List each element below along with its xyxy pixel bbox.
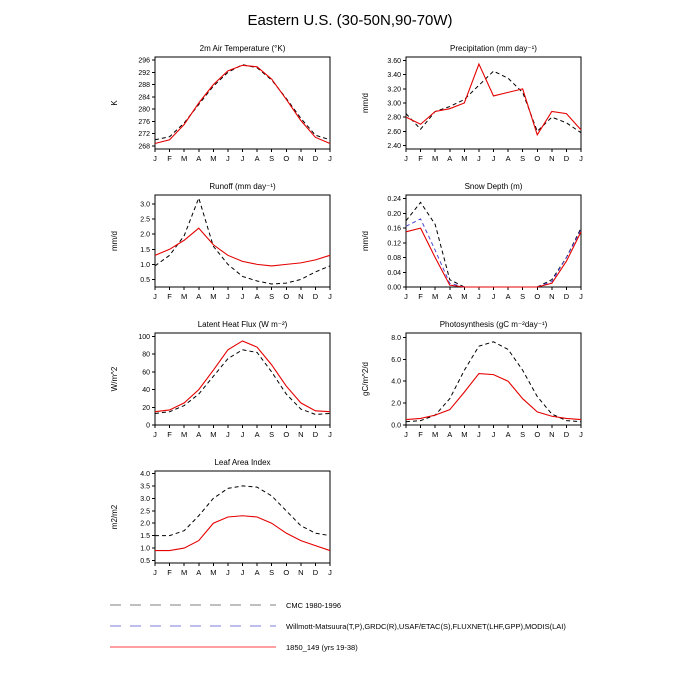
x-tick-label: J [240, 430, 245, 439]
x-tick-label: J [240, 568, 245, 577]
legend-label-0: CMC 1980-1996 [286, 600, 342, 610]
x-tick-label: F [167, 430, 172, 439]
x-tick-label: O [283, 568, 290, 577]
x-tick-label: S [520, 292, 526, 301]
series-line-cmc-obs [406, 71, 581, 133]
x-tick-label: N [549, 154, 555, 163]
chart-svg-leaf-area-index [107, 456, 342, 580]
y-tick-label: 2.40 [387, 142, 401, 150]
y-tick-label: 1.5 [140, 246, 150, 254]
x-tick-label: M [432, 154, 439, 163]
x-tick-label: A [447, 292, 453, 301]
y-axis-label: m2/m2 [110, 504, 119, 530]
y-tick-label: 2.0 [140, 520, 150, 528]
series-line-obs-blue [406, 219, 581, 287]
x-tick-label: N [298, 430, 304, 439]
x-tick-label: O [534, 292, 541, 301]
x-tick-label: O [283, 430, 290, 439]
x-tick-label: A [196, 430, 202, 439]
plot-frame [155, 471, 330, 563]
charts-grid [107, 42, 593, 580]
x-tick-label: M [181, 154, 188, 163]
x-tick-label: D [312, 154, 319, 163]
y-tick-label: 20 [142, 404, 150, 412]
x-tick-label: A [505, 430, 511, 439]
legend-label-1: Willmott-Matsuura(T,P),GRDC(R),USAF/ETAC(S),FLUXNET(LHF,GPP),MODIS(LAI) [286, 621, 566, 631]
x-tick-label: A [254, 154, 260, 163]
y-tick-label: 0.0 [391, 422, 401, 430]
y-tick-label: 0 [146, 422, 150, 430]
y-tick-label: 2.80 [387, 114, 401, 122]
y-tick-label: 0.5 [140, 276, 150, 284]
plot-frame [406, 195, 581, 287]
y-tick-label: 0.20 [387, 210, 401, 218]
x-tick-label: D [563, 154, 570, 163]
series-line-cmc-obs [406, 342, 581, 422]
x-tick-label: J [240, 154, 245, 163]
y-tick-label: 288 [138, 82, 150, 90]
x-tick-label: D [563, 430, 570, 439]
x-tick-label: M [461, 292, 468, 301]
x-tick-label: A [447, 154, 453, 163]
y-tick-label: 1.0 [140, 261, 150, 269]
x-tick-label: F [167, 154, 172, 163]
y-tick-label: 280 [138, 106, 150, 114]
x-tick-label: J [404, 292, 408, 301]
x-tick-label: S [520, 430, 526, 439]
series-line-model-1850-149 [155, 65, 330, 143]
x-tick-label: J [579, 154, 583, 163]
x-tick-label: J [404, 430, 408, 439]
x-tick-label: J [477, 154, 481, 163]
y-tick-label: 3.0 [140, 201, 150, 209]
y-tick-label: 3.20 [387, 86, 401, 94]
y-tick-label: 284 [138, 94, 150, 102]
x-tick-label: J [328, 568, 332, 577]
x-tick-label: J [328, 154, 332, 163]
x-tick-label: F [167, 292, 172, 301]
x-tick-label: S [520, 154, 526, 163]
x-tick-label: J [491, 430, 496, 439]
x-tick-label: M [210, 568, 217, 577]
x-tick-label: O [283, 154, 290, 163]
x-tick-label: S [269, 568, 275, 577]
x-tick-label: M [210, 154, 217, 163]
legend-line-sample-2 [108, 642, 278, 652]
y-tick-label: 80 [142, 351, 150, 359]
x-tick-label: M [181, 292, 188, 301]
x-tick-label: M [210, 430, 217, 439]
y-tick-label: 3.0 [140, 495, 150, 503]
legend-label-2: 1850_149 (yrs 19-38) [286, 642, 358, 652]
chart-svg-latent-heat-flux [107, 318, 342, 442]
y-tick-label: 40 [142, 387, 150, 395]
chart-panel-photosynthesis [358, 318, 593, 442]
x-tick-label: S [269, 154, 275, 163]
legend-item-2 [108, 642, 566, 652]
y-tick-label: 272 [138, 131, 150, 139]
y-tick-label: 3.00 [387, 100, 401, 108]
x-tick-label: N [298, 154, 304, 163]
y-tick-label: 1.0 [140, 545, 150, 553]
y-axis-label: mm/d [361, 231, 370, 251]
x-tick-label: A [254, 430, 260, 439]
chart-title: Photosynthesis (gC m⁻²day⁻¹) [439, 320, 548, 329]
plot-frame [155, 195, 330, 287]
y-tick-label: 296 [138, 57, 150, 65]
y-tick-label: 2.0 [391, 400, 401, 408]
x-tick-label: F [418, 154, 423, 163]
x-tick-label: J [579, 292, 583, 301]
series-line-model-1850-149 [406, 228, 581, 287]
legend-line-sample-0 [108, 600, 278, 610]
y-tick-label: 3.60 [387, 58, 401, 66]
x-tick-label: J [404, 154, 408, 163]
y-tick-label: 0.08 [387, 255, 401, 263]
y-tick-label: 2.5 [140, 216, 150, 224]
x-tick-label: M [181, 568, 188, 577]
legend [108, 600, 566, 652]
y-tick-label: 0.16 [387, 225, 401, 233]
x-tick-label: J [328, 292, 332, 301]
chart-title: Precipitation (mm day⁻¹) [450, 44, 537, 53]
chart-panel-runoff [107, 180, 342, 304]
series-line-model-1850-149 [406, 374, 581, 420]
y-tick-label: 268 [138, 143, 150, 151]
x-tick-label: A [254, 292, 260, 301]
x-tick-label: J [153, 568, 157, 577]
series-line-cmc-obs [155, 486, 330, 536]
x-tick-label: A [196, 292, 202, 301]
series-line-cmc-obs [155, 65, 330, 140]
y-axis-label: mm/d [110, 231, 119, 251]
y-axis-label: mm/d [361, 93, 370, 113]
y-axis-label: W/m^2 [110, 366, 119, 392]
chart-svg-precipitation [358, 42, 593, 166]
x-tick-label: N [549, 292, 555, 301]
x-tick-label: D [312, 292, 319, 301]
y-tick-label: 2.60 [387, 128, 401, 136]
x-tick-label: J [226, 154, 230, 163]
x-tick-label: J [240, 292, 245, 301]
chart-panel-latent-heat-flux [107, 318, 342, 442]
y-tick-label: 0.24 [387, 196, 401, 204]
chart-title: Leaf Area Index [214, 458, 271, 467]
chart-svg-snow-depth [358, 180, 593, 304]
x-tick-label: M [210, 292, 217, 301]
y-tick-label: 2.0 [140, 231, 150, 239]
y-tick-label: 1.5 [140, 533, 150, 541]
x-tick-label: J [226, 568, 230, 577]
x-tick-label: J [328, 430, 332, 439]
x-tick-label: F [167, 568, 172, 577]
x-tick-label: J [477, 292, 481, 301]
x-tick-label: S [269, 292, 275, 301]
plot-frame [155, 333, 330, 425]
series-line-model-1850-149 [155, 228, 330, 266]
x-tick-label: A [505, 292, 511, 301]
x-tick-label: J [153, 292, 157, 301]
x-tick-label: D [312, 430, 319, 439]
plot-frame [406, 333, 581, 425]
y-tick-label: 0.12 [387, 240, 401, 248]
x-tick-label: A [447, 430, 453, 439]
chart-title: 2m Air Temperature (°K) [199, 44, 286, 53]
x-tick-label: A [196, 154, 202, 163]
chart-svg-photosynthesis [358, 318, 593, 442]
x-tick-label: F [418, 292, 423, 301]
chart-title: Latent Heat Flux (W m⁻²) [197, 320, 288, 329]
x-tick-label: A [196, 568, 202, 577]
x-tick-label: M [181, 430, 188, 439]
chart-title: Runoff (mm day⁻¹) [209, 182, 276, 191]
x-tick-label: N [298, 568, 304, 577]
y-tick-label: 0.04 [387, 269, 401, 277]
x-tick-label: N [549, 430, 555, 439]
x-tick-label: M [432, 292, 439, 301]
x-tick-label: J [579, 430, 583, 439]
y-tick-label: 276 [138, 118, 150, 126]
x-tick-label: O [534, 430, 541, 439]
x-tick-label: O [283, 292, 290, 301]
figure-title: Eastern U.S. (30-50N,90-70W) [247, 12, 453, 29]
x-tick-label: D [312, 568, 319, 577]
chart-panel-precipitation [358, 42, 593, 166]
x-tick-label: A [505, 154, 511, 163]
chart-title: Snow Depth (m) [464, 182, 523, 191]
y-tick-label: 4.0 [140, 470, 150, 478]
x-tick-label: J [226, 292, 230, 301]
x-tick-label: J [153, 154, 157, 163]
x-tick-label: J [477, 430, 481, 439]
legend-item-1 [108, 621, 566, 631]
y-tick-label: 3.5 [140, 483, 150, 491]
x-tick-label: O [534, 154, 541, 163]
series-line-cmc-obs [155, 198, 330, 284]
chart-panel-leaf-area-index [107, 456, 342, 580]
y-tick-label: 2.5 [140, 508, 150, 516]
x-tick-label: J [153, 430, 157, 439]
y-tick-label: 6.0 [391, 356, 401, 364]
y-axis-label: gC/m^2/d [361, 362, 370, 396]
y-tick-label: 0.5 [140, 558, 150, 566]
plot-frame [406, 57, 581, 149]
x-tick-label: J [491, 292, 496, 301]
series-line-model-1850-149 [155, 516, 330, 551]
plot-frame [155, 57, 330, 149]
chart-svg-air-temperature [107, 42, 342, 166]
x-tick-label: J [491, 154, 496, 163]
x-tick-label: N [298, 292, 304, 301]
chart-panel-snow-depth [358, 180, 593, 304]
series-line-model-1850-149 [406, 64, 581, 135]
x-tick-label: S [269, 430, 275, 439]
x-tick-label: J [226, 430, 230, 439]
x-tick-label: F [418, 430, 423, 439]
y-axis-label: K [110, 100, 119, 106]
series-line-model-1850-149 [155, 341, 330, 412]
x-tick-label: D [563, 292, 570, 301]
y-tick-label: 0.00 [387, 284, 401, 292]
x-tick-label: M [432, 430, 439, 439]
y-tick-label: 3.40 [387, 72, 401, 80]
chart-svg-runoff [107, 180, 342, 304]
legend-line-sample-1 [108, 621, 278, 631]
y-tick-label: 8.0 [391, 334, 401, 342]
x-tick-label: M [461, 430, 468, 439]
y-tick-label: 292 [138, 69, 150, 77]
y-tick-label: 100 [138, 334, 150, 342]
y-tick-label: 4.0 [391, 378, 401, 386]
x-tick-label: M [461, 154, 468, 163]
chart-panel-air-temperature [107, 42, 342, 166]
y-tick-label: 60 [142, 369, 150, 377]
legend-item-0 [108, 600, 566, 610]
x-tick-label: A [254, 568, 260, 577]
